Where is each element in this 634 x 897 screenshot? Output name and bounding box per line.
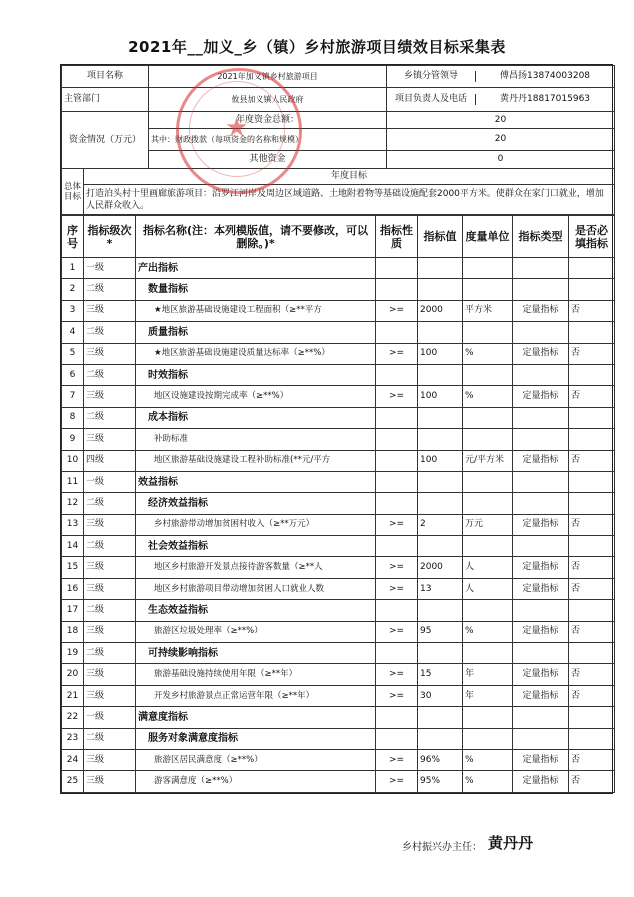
info-table: [61, 65, 615, 215]
total-value: 20: [387, 112, 615, 129]
township-leader-value: 傅昌扬13874003208: [500, 71, 591, 81]
row-nature: [376, 536, 418, 557]
table-row: [62, 728, 615, 749]
row-type: 定量指标: [513, 343, 569, 364]
row-seq: 11: [62, 471, 84, 492]
row-value: [418, 643, 463, 664]
row-nature: >=: [376, 621, 418, 642]
table-row: [62, 343, 615, 364]
table-row: [62, 493, 615, 514]
footer-label: 乡村振兴办主任：: [402, 842, 482, 853]
table-row: [62, 621, 615, 642]
row-value: [418, 279, 463, 300]
row-level: 三级: [84, 664, 136, 685]
dept-value: 攸县加义镇人民政府: [149, 88, 387, 112]
row-required: 否: [569, 771, 615, 792]
row-unit: [463, 429, 513, 450]
row-name: 质量指标: [136, 322, 376, 343]
row-unit: [463, 600, 513, 621]
row-type: [513, 258, 569, 279]
row-required: 否: [569, 578, 615, 599]
row-level: 二级: [84, 279, 136, 300]
row-required: 否: [569, 685, 615, 706]
row-type: 定量指标: [513, 514, 569, 535]
row-type: [513, 279, 569, 300]
row-required: [569, 322, 615, 343]
project-name-label: 项目名称: [62, 66, 149, 88]
row-seq: 20: [62, 664, 84, 685]
row-seq: 17: [62, 600, 84, 621]
row-type: [513, 322, 569, 343]
row-unit: [463, 643, 513, 664]
row-required: [569, 493, 615, 514]
row-unit: [463, 493, 513, 514]
other-funds-label: 其他资金: [149, 151, 387, 169]
row-seq: 5: [62, 343, 84, 364]
row-nature: >=: [376, 771, 418, 792]
page-title: 2021年__加义_乡（镇）乡村旅游项目绩效目标采集表: [128, 38, 506, 56]
row-nature: >=: [376, 386, 418, 407]
row-nature: [376, 407, 418, 428]
row-required: [569, 707, 615, 728]
row-value: [418, 600, 463, 621]
row-unit: 年: [463, 685, 513, 706]
row-value: 96%: [418, 749, 463, 770]
row-value: 100: [418, 386, 463, 407]
row-nature: >=: [376, 578, 418, 599]
row-required: 否: [569, 386, 615, 407]
row-type: [513, 471, 569, 492]
row-level: 二级: [84, 600, 136, 621]
row-name: ★地区旅游基础设施建设工程面积（≥**平方: [136, 300, 376, 321]
row-name: 可持续影响指标: [136, 643, 376, 664]
indicator-table: [61, 215, 615, 793]
row-name: 旅游区居民满意度（≥**%）: [136, 749, 376, 770]
row-required: 否: [569, 450, 615, 471]
row-seq: 13: [62, 514, 84, 535]
row-nature: [376, 258, 418, 279]
leader-cell: [387, 66, 615, 88]
table-row: [62, 707, 615, 728]
row-name: 地区乡村旅游项目带动增加贫困人口就业人数: [136, 578, 376, 599]
row-unit: 平方米: [463, 300, 513, 321]
row-unit: [463, 728, 513, 749]
table-row: [62, 471, 615, 492]
row-name: 生态效益指标: [136, 600, 376, 621]
row-required: [569, 728, 615, 749]
row-level: 一级: [84, 707, 136, 728]
other-funds-value: 0: [387, 151, 615, 169]
row-unit: %: [463, 621, 513, 642]
seal-star-icon: ★: [225, 113, 249, 143]
row-type: 定量指标: [513, 664, 569, 685]
director-signature: 黄丹丹: [488, 834, 534, 852]
row-required: [569, 536, 615, 557]
row-type: [513, 728, 569, 749]
row-type: [513, 707, 569, 728]
row-name: 地区旅游基础设施建设工程补助标准(**元/平方: [136, 450, 376, 471]
row-name: 服务对象满意度指标: [136, 728, 376, 749]
row-unit: [463, 258, 513, 279]
row-level: 二级: [84, 536, 136, 557]
row-value: 100: [418, 450, 463, 471]
row-type: [513, 429, 569, 450]
row-level: 三级: [84, 578, 136, 599]
row-nature: >=: [376, 749, 418, 770]
row-seq: 19: [62, 643, 84, 664]
row-required: [569, 364, 615, 385]
table-row: [62, 771, 615, 792]
row-unit: 万元: [463, 514, 513, 535]
row-level: 三级: [84, 514, 136, 535]
row-name: 地区设施建设按期完成率（≥**%）: [136, 386, 376, 407]
row-unit: [463, 407, 513, 428]
col-type-header: 指标类型: [513, 216, 569, 258]
row-nature: [376, 322, 418, 343]
row-seq: 7: [62, 386, 84, 407]
row-level: 二级: [84, 322, 136, 343]
row-unit: 元/平方米: [463, 450, 513, 471]
row-unit: %: [463, 749, 513, 770]
row-value: 100: [418, 343, 463, 364]
row-level: 二级: [84, 493, 136, 514]
row-seq: 14: [62, 536, 84, 557]
row-value: 2000: [418, 300, 463, 321]
col-required-header: 是否必填指标: [569, 216, 615, 258]
table-row: [62, 749, 615, 770]
table-row: [62, 578, 615, 599]
owner-label: 项目负责人及电话: [387, 94, 476, 105]
row-type: [513, 493, 569, 514]
row-value: [418, 493, 463, 514]
row-type: [513, 643, 569, 664]
row-name: 游客满意度（≥**%）: [136, 771, 376, 792]
row-nature: [376, 450, 418, 471]
row-level: 一级: [84, 471, 136, 492]
row-seq: 8: [62, 407, 84, 428]
row-name: 经济效益指标: [136, 493, 376, 514]
row-name: 数量指标: [136, 279, 376, 300]
row-value: [418, 322, 463, 343]
col-value-header: 指标值: [418, 216, 463, 258]
row-seq: 2: [62, 279, 84, 300]
indicator-rows: [62, 258, 615, 793]
row-required: [569, 471, 615, 492]
row-nature: >=: [376, 685, 418, 706]
row-unit: [463, 364, 513, 385]
row-level: 二级: [84, 643, 136, 664]
row-name: 社会效益指标: [136, 536, 376, 557]
row-seq: 4: [62, 322, 84, 343]
row-nature: [376, 493, 418, 514]
row-level: 三级: [84, 343, 136, 364]
row-type: [513, 364, 569, 385]
row-seq: 16: [62, 578, 84, 599]
row-value: [418, 728, 463, 749]
owner-cell: [387, 88, 615, 112]
row-level: 三级: [84, 300, 136, 321]
row-name: 产出指标: [136, 258, 376, 279]
row-name: 时效指标: [136, 364, 376, 385]
table-row: [62, 450, 615, 471]
row-unit: %: [463, 343, 513, 364]
row-name: 地区乡村旅游开发景点接待游客数量（≥**人: [136, 557, 376, 578]
row-required: 否: [569, 621, 615, 642]
row-unit: 人: [463, 578, 513, 599]
row-type: [513, 407, 569, 428]
project-name-value: 2021年加义镇乡村旅游项目: [149, 66, 387, 88]
row-unit: [463, 707, 513, 728]
row-level: 三级: [84, 685, 136, 706]
row-nature: [376, 707, 418, 728]
row-level: 三级: [84, 557, 136, 578]
row-value: 15: [418, 664, 463, 685]
row-name: 成本指标: [136, 407, 376, 428]
row-value: [418, 536, 463, 557]
row-level: 二级: [84, 364, 136, 385]
row-seq: 18: [62, 621, 84, 642]
table-row: [62, 300, 615, 321]
row-seq: 23: [62, 728, 84, 749]
row-value: [418, 364, 463, 385]
row-required: [569, 429, 615, 450]
row-value: [418, 707, 463, 728]
row-level: 二级: [84, 728, 136, 749]
row-required: [569, 600, 615, 621]
row-nature: >=: [376, 343, 418, 364]
row-value: 95: [418, 621, 463, 642]
table-row: [62, 429, 615, 450]
row-seq: 10: [62, 450, 84, 471]
row-value: [418, 471, 463, 492]
header-row: [62, 216, 615, 258]
row-value: [418, 429, 463, 450]
row-seq: 3: [62, 300, 84, 321]
row-required: 否: [569, 343, 615, 364]
row-required: [569, 258, 615, 279]
row-level: 三级: [84, 386, 136, 407]
row-value: 2: [418, 514, 463, 535]
row-type: 定量指标: [513, 749, 569, 770]
row-required: 否: [569, 749, 615, 770]
row-nature: [376, 643, 418, 664]
row-seq: 24: [62, 749, 84, 770]
row-nature: [376, 728, 418, 749]
row-required: [569, 279, 615, 300]
row-required: [569, 643, 615, 664]
row-value: 2000: [418, 557, 463, 578]
row-required: 否: [569, 300, 615, 321]
row-nature: [376, 471, 418, 492]
table-row: [62, 322, 615, 343]
row-nature: [376, 429, 418, 450]
dept-label: 主管部门: [62, 88, 149, 112]
row-value: 95%: [418, 771, 463, 792]
col-seq-header: 序号: [62, 216, 84, 258]
goal-header: 年度目标: [84, 169, 615, 185]
row-name: 效益指标: [136, 471, 376, 492]
row-name: 补助标准: [136, 429, 376, 450]
row-type: [513, 600, 569, 621]
goal-side-label: 总体目标: [62, 169, 84, 215]
row-name: 满意度指标: [136, 707, 376, 728]
row-level: 四级: [84, 450, 136, 471]
row-type: 定量指标: [513, 621, 569, 642]
table-row: [62, 600, 615, 621]
row-required: 否: [569, 557, 615, 578]
row-level: 一级: [84, 258, 136, 279]
row-level: 三级: [84, 749, 136, 770]
fiscal-label: 其中：财政拨款（每项资金的名称和规模）: [149, 129, 387, 151]
row-type: 定量指标: [513, 386, 569, 407]
row-value: 13: [418, 578, 463, 599]
row-unit: %: [463, 771, 513, 792]
col-unit-header: 度量单位: [463, 216, 513, 258]
table-row: [62, 536, 615, 557]
row-value: 30: [418, 685, 463, 706]
row-name: 旅游基础设施持续使用年限（≥**年）: [136, 664, 376, 685]
fiscal-value: 20: [387, 129, 615, 151]
row-name: 乡村旅游带动增加贫困村收入（≥**万元）: [136, 514, 376, 535]
township-leader-label: 乡镇分管领导: [387, 71, 476, 82]
row-nature: [376, 364, 418, 385]
table-row: [62, 386, 615, 407]
row-seq: 6: [62, 364, 84, 385]
row-name: 开发乡村旅游景点正常运营年限（≥**年）: [136, 685, 376, 706]
col-level-header: 指标级次*: [84, 216, 136, 258]
row-nature: >=: [376, 557, 418, 578]
row-unit: 年: [463, 664, 513, 685]
row-seq: 25: [62, 771, 84, 792]
col-nature-header: 指标性质: [376, 216, 418, 258]
col-name-header: 指标名称(注：本列模版值，请不要修改，可以删除。)*: [136, 216, 376, 258]
form-sheet: [60, 64, 613, 794]
row-unit: [463, 279, 513, 300]
row-name: ★地区旅游基础设施建设质量达标率（≥**%）: [136, 343, 376, 364]
row-unit: 人: [463, 557, 513, 578]
row-seq: 12: [62, 493, 84, 514]
row-unit: %: [463, 386, 513, 407]
row-seq: 9: [62, 429, 84, 450]
row-level: 三级: [84, 771, 136, 792]
total-label: 年度资金总额：: [149, 112, 387, 129]
owner-value: 黄丹丹18817015963: [500, 94, 591, 104]
row-unit: [463, 536, 513, 557]
row-seq: 21: [62, 685, 84, 706]
row-type: [513, 536, 569, 557]
row-seq: 22: [62, 707, 84, 728]
row-type: 定量指标: [513, 771, 569, 792]
table-row: [62, 407, 615, 428]
goal-text: 打造泊头村十里画廊旅游项目：沿罗江河岸及周边区域道路、土地附着物等基础设施配套2000平方米。使群众在家门口就业，增加人民群众收入。: [84, 185, 615, 215]
row-required: 否: [569, 514, 615, 535]
row-level: 二级: [84, 407, 136, 428]
row-nature: >=: [376, 300, 418, 321]
table-row: [62, 685, 615, 706]
row-value: [418, 407, 463, 428]
row-level: 三级: [84, 621, 136, 642]
row-nature: [376, 279, 418, 300]
row-nature: >=: [376, 514, 418, 535]
row-required: 否: [569, 664, 615, 685]
row-unit: [463, 322, 513, 343]
funds-label: 资金情况（万元）: [62, 112, 149, 169]
row-value: [418, 258, 463, 279]
row-name: 旅游区垃圾处理率（≥**%）: [136, 621, 376, 642]
row-seq: 15: [62, 557, 84, 578]
row-level: 三级: [84, 429, 136, 450]
row-type: 定量指标: [513, 300, 569, 321]
table-row: [62, 557, 615, 578]
table-row: [62, 643, 615, 664]
table-row: [62, 258, 615, 279]
table-row: [62, 279, 615, 300]
row-type: 定量指标: [513, 450, 569, 471]
table-row: [62, 664, 615, 685]
row-unit: [463, 471, 513, 492]
row-type: 定量指标: [513, 578, 569, 599]
table-row: [62, 514, 615, 535]
row-type: 定量指标: [513, 557, 569, 578]
row-seq: 1: [62, 258, 84, 279]
row-required: [569, 407, 615, 428]
row-nature: >=: [376, 664, 418, 685]
table-row: [62, 364, 615, 385]
row-nature: [376, 600, 418, 621]
row-type: 定量指标: [513, 685, 569, 706]
